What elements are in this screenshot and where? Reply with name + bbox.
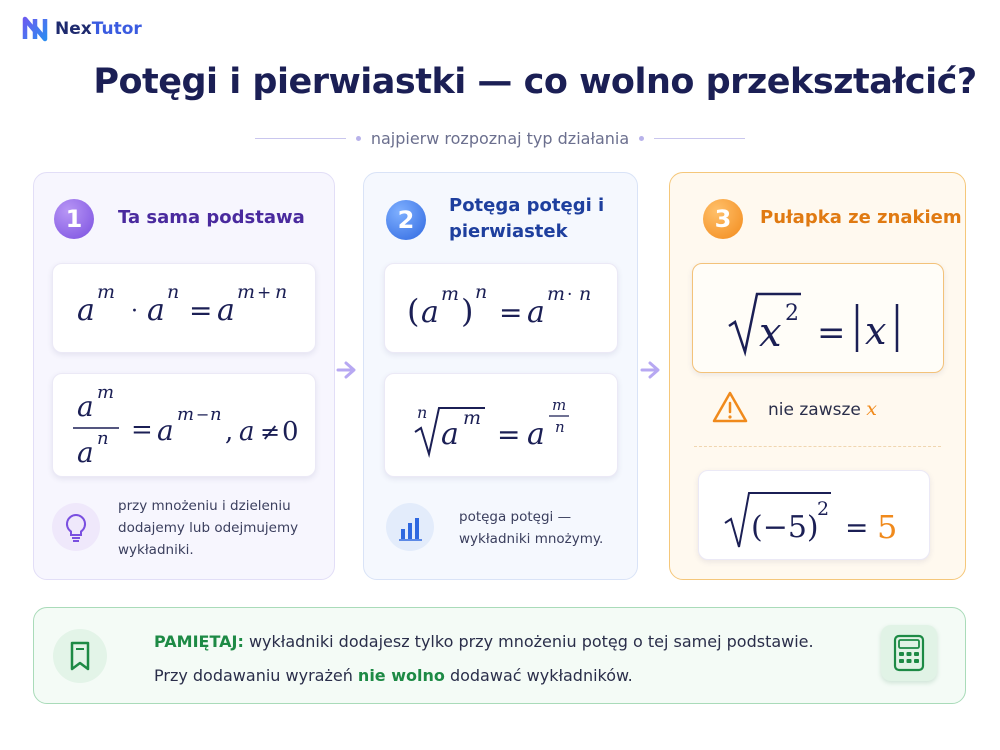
- brand-name: NexTutor: [55, 19, 142, 39]
- svg-text:a: a: [77, 436, 94, 469]
- formula-card-power-of-power: [384, 263, 618, 353]
- panel-same-base: [33, 172, 335, 580]
- svg-text:n: n: [275, 281, 288, 303]
- arrow-right-icon: [336, 360, 360, 380]
- svg-text:a: a: [421, 295, 439, 330]
- svg-text:·: ·: [567, 285, 573, 305]
- formula-root-to-power: [385, 374, 619, 478]
- brand-logo[interactable]: [22, 16, 142, 42]
- warning-icon: [710, 387, 750, 427]
- formula-quotient-rule: [53, 374, 317, 478]
- panel-power-of-power: [363, 172, 638, 580]
- svg-text:≠: ≠: [260, 418, 281, 446]
- svg-text:n: n: [167, 281, 180, 303]
- banner-label: PAMIĘTAJ:: [154, 632, 244, 651]
- calculator-icon: [881, 625, 937, 681]
- panel-title: Pułapka ze znakiem: [760, 207, 962, 228]
- svg-text:=: =: [131, 415, 153, 445]
- svg-text:m: m: [237, 281, 256, 303]
- svg-text:m: m: [463, 407, 482, 429]
- panel-note: potęga potęgi — wykładniki mnożymy.: [459, 509, 604, 547]
- panel-title: Potęga potęgi i pierwiastek: [449, 195, 605, 242]
- svg-text:0: 0: [282, 417, 299, 447]
- svg-text:2: 2: [785, 301, 799, 326]
- svg-text:n: n: [417, 403, 428, 422]
- svg-text:a: a: [217, 293, 235, 328]
- svg-text:a: a: [147, 293, 165, 328]
- svg-text:a: a: [77, 293, 95, 328]
- arrow-right-icon: [640, 360, 664, 380]
- page-title: Potęgi i pierwiastki — co wolno przekształcić?: [93, 62, 977, 102]
- divider: [654, 138, 745, 139]
- svg-text:=: =: [497, 418, 521, 451]
- bookmark-icon: [53, 629, 107, 683]
- formula-sqrt-abs: [693, 264, 945, 374]
- svg-text:a: a: [527, 295, 545, 330]
- svg-text:m: m: [441, 283, 460, 305]
- svg-text:=: =: [499, 296, 523, 329]
- warning-note: nie zawsze x: [768, 398, 877, 420]
- svg-text:m: m: [547, 283, 566, 305]
- svg-text:m: m: [97, 281, 116, 303]
- lightbulb-icon: [52, 503, 100, 551]
- svg-text:=: =: [189, 294, 213, 327]
- bar-chart-icon: [386, 503, 434, 551]
- divider-dot: [639, 136, 644, 141]
- formula-example: [699, 471, 931, 561]
- divider: [255, 138, 346, 139]
- banner-line-2: Przy dodawaniu wyrażeń nie wolno dodawać wykładników.: [154, 666, 633, 685]
- page-subtitle: najpierw rozpoznaj typ działania: [370, 128, 630, 148]
- dashed-divider: [694, 446, 941, 447]
- svg-text:m: m: [177, 404, 195, 425]
- svg-text:,: ,: [225, 417, 234, 447]
- svg-text:n: n: [475, 281, 488, 303]
- panel-sign-trap: [669, 172, 966, 580]
- formula-card-example: [698, 470, 930, 560]
- svg-text:=: =: [817, 313, 846, 353]
- step-number-badge: 3: [703, 199, 743, 239]
- subtitle-row: [255, 126, 745, 150]
- svg-text:(: (: [407, 292, 420, 330]
- svg-text:(−5): (−5): [751, 510, 819, 545]
- svg-text:a: a: [527, 417, 545, 452]
- svg-text:x: x: [865, 309, 887, 353]
- svg-text:n: n: [579, 283, 592, 305]
- logo-mark-icon: [22, 16, 48, 42]
- svg-text:a: a: [441, 417, 459, 452]
- formula-product-rule: [53, 264, 317, 354]
- formula-card-quotient: [52, 373, 316, 477]
- banner-emphasis: nie wolno: [357, 666, 445, 685]
- divider-dot: [356, 136, 361, 141]
- svg-text:a: a: [77, 390, 94, 423]
- formula-card-root: [384, 373, 618, 477]
- panel-note: przy mnożeniu i dzieleniu dodajemy lub odejmujemy wykładniki.: [118, 498, 299, 558]
- svg-text:·: ·: [131, 299, 138, 324]
- svg-text:−: −: [196, 405, 210, 424]
- svg-text:n: n: [555, 418, 565, 436]
- formula-power-of-power: [385, 264, 619, 354]
- banner-line-1: PAMIĘTAJ: wykładniki dodajesz tylko przy mnożeniu potęg o tej samej podstawie.: [154, 632, 814, 651]
- svg-text:a: a: [239, 417, 255, 447]
- svg-text:n: n: [97, 428, 109, 449]
- remember-banner: [33, 607, 966, 704]
- panel-title: Ta sama podstawa: [118, 207, 305, 228]
- svg-text:m: m: [97, 382, 115, 403]
- svg-text:x: x: [759, 310, 782, 356]
- svg-text:a: a: [157, 414, 174, 447]
- step-number-badge: 2: [386, 200, 426, 240]
- svg-text:+: +: [257, 283, 272, 303]
- svg-text:=: =: [845, 511, 869, 544]
- svg-text:m: m: [552, 396, 567, 414]
- variable-x: x: [866, 398, 877, 420]
- svg-text:): ): [461, 292, 474, 330]
- step-number-badge: 1: [54, 199, 94, 239]
- example-result: 5: [877, 508, 898, 546]
- formula-card-abs: [692, 263, 944, 373]
- formula-card-product: [52, 263, 316, 353]
- svg-text:n: n: [210, 404, 222, 425]
- svg-text:2: 2: [817, 498, 830, 520]
